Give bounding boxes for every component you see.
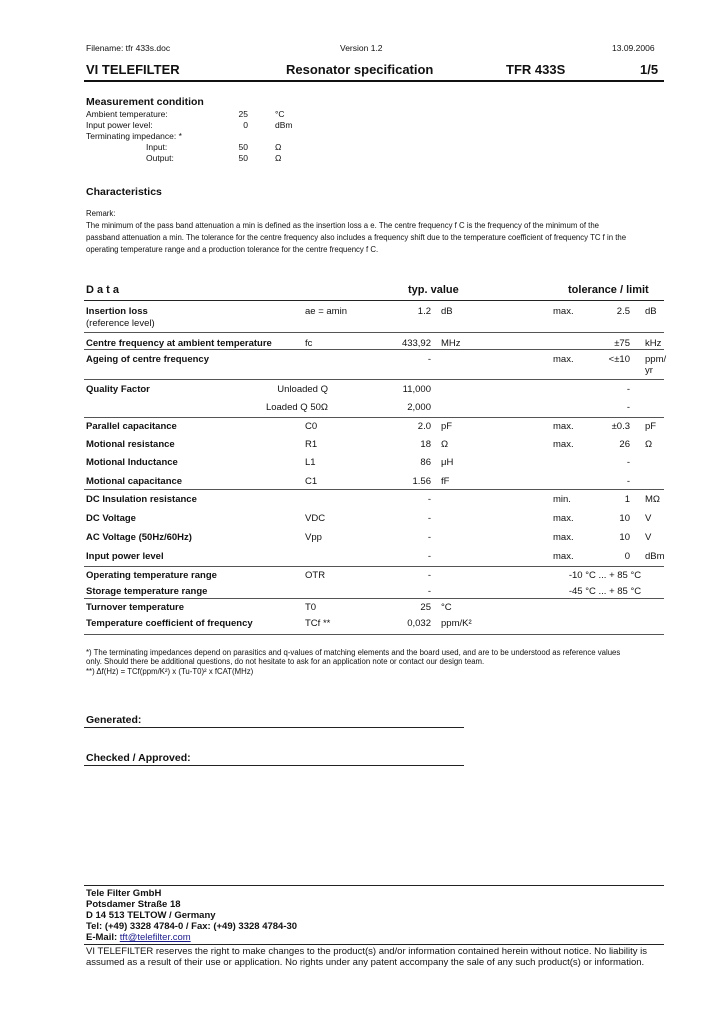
typ-unit: fF bbox=[441, 476, 450, 487]
param-name: Ageing of centre frequency bbox=[86, 354, 209, 365]
version: Version 1.2 bbox=[340, 43, 383, 53]
param-name: Centre frequency at ambient temperature bbox=[86, 338, 272, 349]
param-name: Parallel capacitance bbox=[86, 421, 177, 432]
limit-unit: dB bbox=[645, 306, 657, 317]
limit-value: ±0.3 bbox=[611, 421, 630, 432]
typ-value: 25 bbox=[420, 602, 431, 613]
limit-type: max. bbox=[553, 439, 574, 450]
limit-type: min. bbox=[553, 494, 571, 505]
param-symbol: fc bbox=[305, 338, 313, 349]
col-data-header: D a t a bbox=[86, 284, 120, 296]
limit-value: 10 bbox=[619, 532, 630, 543]
param-name: Insertion loss bbox=[86, 306, 148, 317]
param-name: Operating temperature range bbox=[86, 570, 217, 581]
typ-value: 11,000 bbox=[402, 384, 431, 395]
typ-value: - bbox=[427, 354, 431, 365]
param-name: Storage temperature range bbox=[86, 586, 208, 597]
typ-value: 433,92 bbox=[401, 338, 431, 349]
limit-unit: V bbox=[645, 513, 652, 524]
row-divider bbox=[84, 349, 664, 350]
meas-unit: dBm bbox=[275, 120, 293, 130]
limit-value: -45 °C ... + 85 °C bbox=[568, 586, 642, 597]
remark-line: operating temperature range and a production tolerance for the centre frequency f C. bbox=[86, 245, 379, 254]
param-symbol: R1 bbox=[305, 439, 318, 450]
typ-unit: Ω bbox=[441, 439, 449, 450]
filename: Filename: tfr 433s.doc bbox=[86, 43, 171, 53]
row-divider bbox=[84, 634, 664, 635]
limit-value: 1 bbox=[624, 494, 630, 505]
typ-value: 86 bbox=[420, 457, 431, 468]
footer-company: Tele Filter GmbH bbox=[86, 888, 162, 899]
footer-email-row bbox=[86, 932, 191, 943]
meas-value: 50 bbox=[238, 153, 248, 163]
param-symbol: L1 bbox=[305, 457, 316, 468]
generated-label: Generated: bbox=[86, 714, 142, 726]
typ-unit: MHz bbox=[441, 338, 461, 349]
footer-street: Potsdamer Straße 18 bbox=[86, 899, 181, 910]
limit-type: max. bbox=[553, 551, 574, 562]
limit-unit: yr bbox=[645, 365, 653, 376]
characteristics-heading: Characteristics bbox=[86, 186, 162, 198]
typ-value: 2,000 bbox=[407, 402, 431, 413]
footer-city: D 14 513 TELTOW / Germany bbox=[86, 910, 216, 921]
limit-unit: Ω bbox=[645, 439, 653, 450]
param-name: Motional capacitance bbox=[86, 476, 183, 487]
typ-unit: °C bbox=[441, 602, 452, 613]
param-name: DC Insulation resistance bbox=[86, 494, 197, 505]
row-divider bbox=[84, 417, 664, 418]
param-symbol: ae = amin bbox=[305, 306, 347, 317]
note-2: only. Should there be additional questions, do not hesitate to ask for an application note or contact our design team. bbox=[86, 657, 485, 666]
checked-line bbox=[84, 765, 464, 766]
typ-value: - bbox=[427, 551, 431, 562]
param-symbol: C1 bbox=[305, 476, 318, 487]
limit-type: max. bbox=[553, 354, 574, 365]
param-name: Motional resistance bbox=[86, 439, 175, 450]
row-divider bbox=[84, 489, 664, 490]
limit-value: 0 bbox=[624, 551, 630, 562]
param-symbol: C0 bbox=[305, 421, 318, 432]
meas-value: 0 bbox=[243, 120, 248, 130]
param-symbol: Unloaded Q bbox=[277, 384, 328, 395]
brand: VI TELEFILTER bbox=[86, 62, 180, 77]
row-divider bbox=[84, 379, 664, 380]
meas-value: 50 bbox=[238, 142, 248, 152]
remark-line: The minimum of the pass band attenuation a min is defined as the insertion loss a e. The centre frequency f C is the frequency of the minimum of the bbox=[86, 221, 599, 230]
row-divider bbox=[84, 566, 664, 567]
param-symbol: OTR bbox=[305, 570, 326, 581]
typ-value: 1.56 bbox=[412, 476, 431, 487]
meas-label: Ambient temperature: bbox=[86, 109, 168, 119]
note-1: *) The terminating impedances depend on parasitics and q-values of matching elements and the board used, and are to be understood as reference values bbox=[86, 648, 621, 657]
meas-label: Terminating impedance: * bbox=[86, 131, 182, 141]
page-number: 1/5 bbox=[640, 62, 659, 77]
typ-unit: μH bbox=[441, 457, 454, 468]
typ-value: - bbox=[427, 586, 431, 597]
remark-label: Remark: bbox=[86, 209, 116, 218]
meas-value: 25 bbox=[238, 109, 248, 119]
param-name: Turnover temperature bbox=[86, 602, 185, 613]
footer-tel: Tel: (+49) 3328 4784-0 / Fax: (+49) 3328 4784-30 bbox=[86, 921, 298, 932]
col-tol-header: tolerance / limit bbox=[568, 284, 649, 296]
limit-value: - bbox=[626, 384, 630, 395]
row-divider bbox=[84, 598, 664, 599]
meas-unit: Ω bbox=[275, 153, 282, 163]
note-3: **) Δf(Hz) = TCf(ppm/K²) x (Tu-T0)² x fCAT(MHz) bbox=[86, 667, 254, 676]
meas-unit: °C bbox=[275, 109, 285, 119]
meas-label: Input power level: bbox=[86, 120, 153, 130]
limit-unit: pF bbox=[645, 421, 657, 432]
param-symbol: T0 bbox=[305, 602, 317, 613]
meas-label: Output: bbox=[146, 153, 174, 163]
limit-value: <±10 bbox=[608, 354, 630, 365]
footer-rule bbox=[84, 885, 664, 886]
typ-unit: pF bbox=[441, 421, 453, 432]
limit-value: 2.5 bbox=[616, 306, 630, 317]
email-link[interactable]: tft@telefilter.com bbox=[119, 932, 191, 943]
param-name: Motional Inductance bbox=[86, 457, 178, 468]
limit-value: - bbox=[626, 476, 630, 487]
limit-unit: MΩ bbox=[645, 494, 661, 505]
limit-unit: kHz bbox=[645, 338, 662, 349]
typ-value: 18 bbox=[420, 439, 431, 450]
limit-unit: dBm bbox=[645, 551, 665, 562]
email-label: E-Mail: bbox=[86, 932, 118, 943]
limit-type: max. bbox=[553, 513, 574, 524]
limit-value: ±75 bbox=[614, 338, 630, 349]
disclaimer-line-2: assumed as a result of their use or application. No rights under any patent accompany the sale of any such product(s) or information. bbox=[86, 957, 645, 968]
param-symbol: Loaded Q 50Ω bbox=[265, 402, 328, 413]
header-rule bbox=[84, 80, 664, 82]
param-name: Input power level bbox=[86, 551, 164, 562]
meas-label: Input: bbox=[146, 142, 168, 152]
typ-value: - bbox=[427, 494, 431, 505]
limit-value: 10 bbox=[619, 513, 630, 524]
col-typ-header: typ. value bbox=[408, 284, 459, 296]
typ-value: 2.0 bbox=[417, 421, 431, 432]
part-number: TFR 433S bbox=[506, 62, 566, 77]
row-divider bbox=[84, 332, 664, 333]
param-symbol: VDC bbox=[305, 513, 326, 524]
typ-unit: ppm/K² bbox=[441, 618, 472, 629]
doc-title: Resonator specification bbox=[286, 62, 434, 77]
typ-value: - bbox=[427, 513, 431, 524]
disclaimer-line-1: VI TELEFILTER reserves the right to make changes to the product(s) and/or information contained herein without notice. No liability is bbox=[86, 946, 647, 957]
measurement-heading: Measurement condition bbox=[86, 96, 204, 108]
limit-value: -10 °C ... + 85 °C bbox=[568, 570, 642, 581]
limit-type: max. bbox=[553, 421, 574, 432]
typ-unit: dB bbox=[441, 306, 453, 317]
table-rule bbox=[84, 300, 664, 301]
limit-type: max. bbox=[553, 306, 574, 317]
param-symbol: TCf ** bbox=[305, 618, 331, 629]
generated-line bbox=[84, 727, 464, 728]
param-name: AC Voltage (50Hz/60Hz) bbox=[86, 532, 192, 543]
param-sub: (reference level) bbox=[86, 318, 155, 329]
typ-value: 0,032 bbox=[407, 618, 431, 629]
param-name: DC Voltage bbox=[86, 513, 136, 524]
typ-value: - bbox=[427, 570, 431, 581]
param-symbol: Vpp bbox=[305, 532, 322, 543]
typ-value: 1.2 bbox=[417, 306, 431, 317]
limit-value: 26 bbox=[619, 439, 630, 450]
limit-value: - bbox=[626, 402, 630, 413]
meas-unit: Ω bbox=[275, 142, 282, 152]
limit-type: max. bbox=[553, 532, 574, 543]
limit-unit: ppm/ bbox=[645, 354, 667, 365]
limit-value: - bbox=[626, 457, 630, 468]
checked-label: Checked / Approved: bbox=[86, 752, 191, 764]
param-name: Temperature coefficient of frequency bbox=[86, 618, 253, 629]
footer-rule-2 bbox=[84, 944, 664, 945]
typ-value: - bbox=[427, 532, 431, 543]
remark-line: passband attenuation a min. The tolerance for the centre frequency also includes a frequency shift due to the temperature coefficient of frequency TC f in the bbox=[86, 233, 627, 242]
limit-unit: V bbox=[645, 532, 652, 543]
param-name: Quality Factor bbox=[86, 384, 150, 395]
doc-date: 13.09.2006 bbox=[612, 43, 655, 53]
